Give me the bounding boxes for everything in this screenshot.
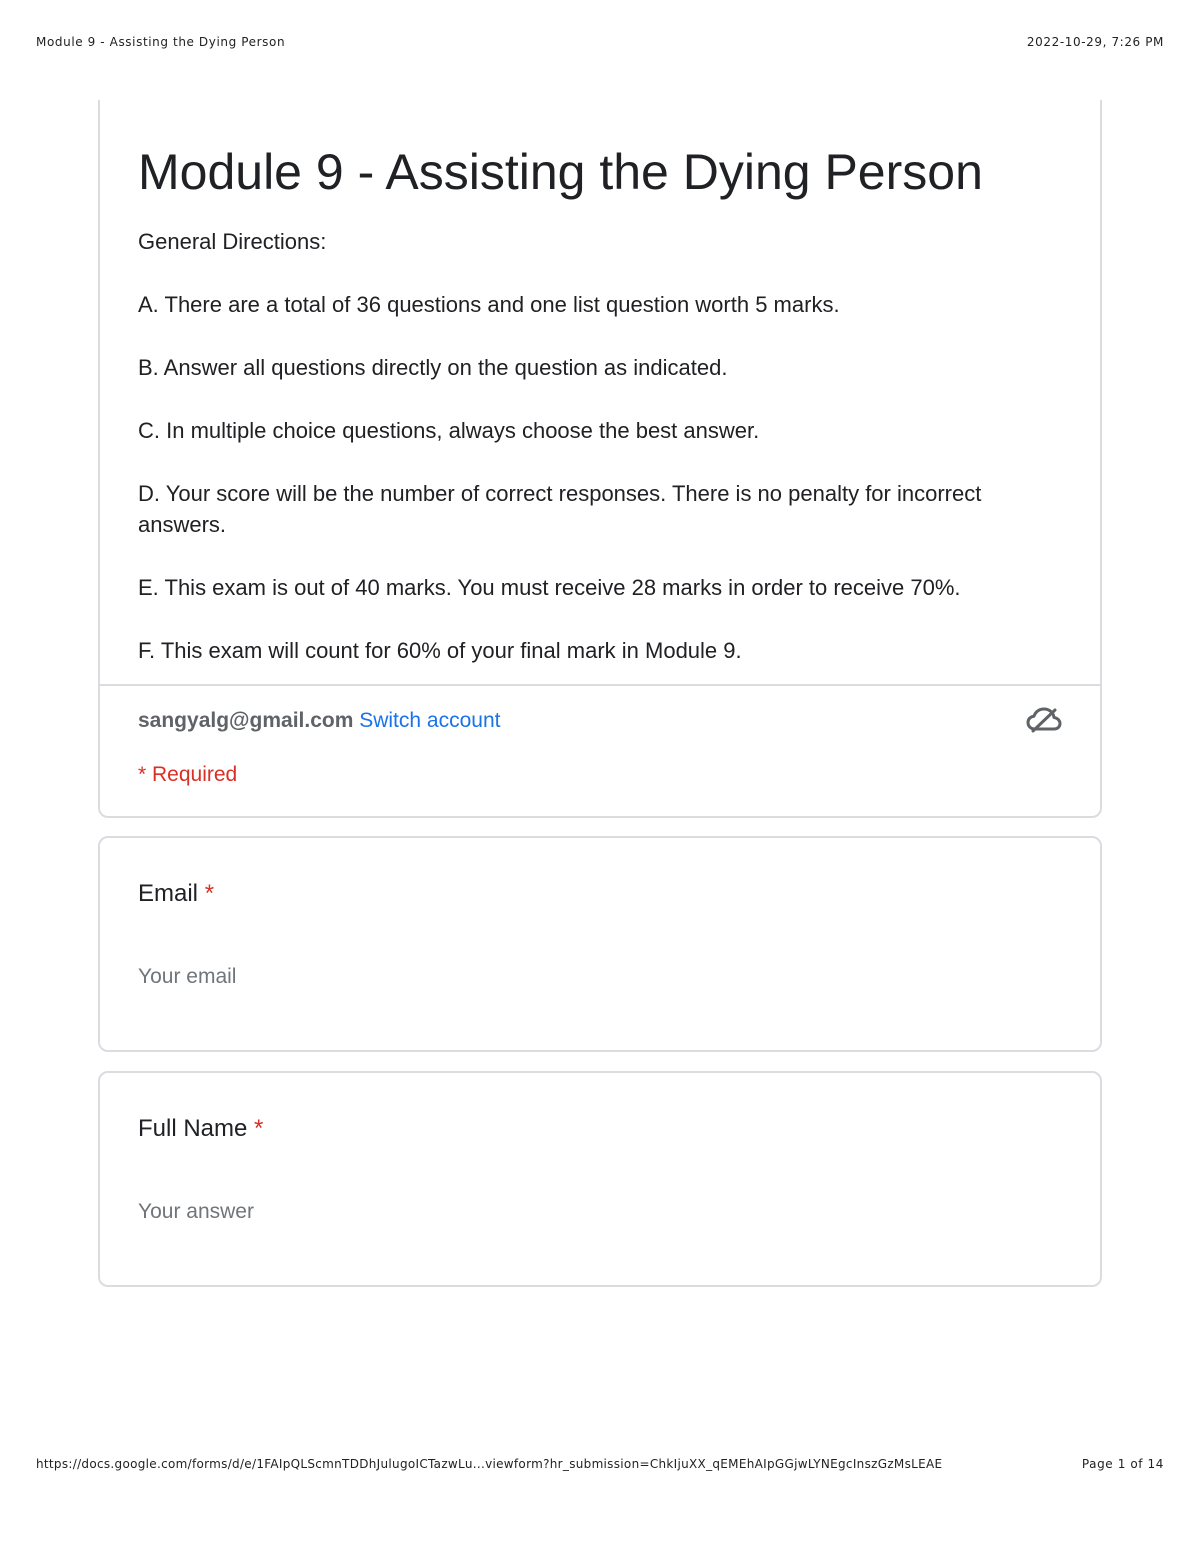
required-asterisk: * (204, 880, 215, 907)
account-email: sangyalg@gmail.com (138, 709, 354, 732)
direction-item: D. Your score will be the number of correct responses. There is no penalty for incorrect answers. (138, 481, 982, 537)
question-title: Full Name (138, 1115, 248, 1142)
question-title: Email (138, 880, 199, 907)
question-label (138, 878, 214, 910)
directions-heading: General Directions: (138, 229, 327, 254)
full-name-field[interactable] (138, 1197, 698, 1227)
question-card-email (98, 836, 1102, 1052)
card-divider (100, 684, 1100, 686)
account-row (138, 706, 500, 736)
required-asterisk: * (254, 1115, 264, 1142)
direction-item: B. Answer all questions directly on the question as indicated. (138, 355, 728, 380)
email-field[interactable] (138, 962, 698, 992)
form-directions (138, 226, 1058, 698)
direction-item: C. In multiple choice questions, always choose the best answer. (138, 418, 760, 443)
direction-item: E. This exam is out of 40 marks. You must receive 28 marks in order to receive 70%. (138, 575, 961, 600)
form-title: Module 9 - Assisting the Dying Person (138, 144, 983, 200)
print-header-timestamp: 2022-10-29, 7:26 PM (1026, 35, 1164, 49)
form-intro-card (98, 100, 1102, 818)
cloud-off-icon[interactable] (1026, 706, 1062, 734)
question-label (138, 1113, 263, 1145)
direction-item: F. This exam will count for 60% of your final mark in Module 9. (138, 638, 742, 663)
print-header-title: Module 9 - Assisting the Dying Person (36, 35, 286, 49)
required-note: * Required (138, 763, 238, 786)
print-footer-url: https://docs.google.com/forms/d/e/1FAIpQLScmnTDDhJulugoICTazwLu...viewform?hr_submission=ChkIjuXX_qEMEhAIpGGjwLYNEgcInszGzMsLEAE (36, 1457, 943, 1471)
direction-item: A. There are a total of 36 questions and one list question worth 5 marks. (138, 292, 840, 317)
question-card-full-name (98, 1071, 1102, 1287)
switch-account-link[interactable]: Switch account (359, 709, 501, 732)
print-header (36, 35, 1164, 49)
print-footer (36, 1457, 1164, 1471)
print-footer-page: Page 1 of 14 (1081, 1457, 1164, 1471)
